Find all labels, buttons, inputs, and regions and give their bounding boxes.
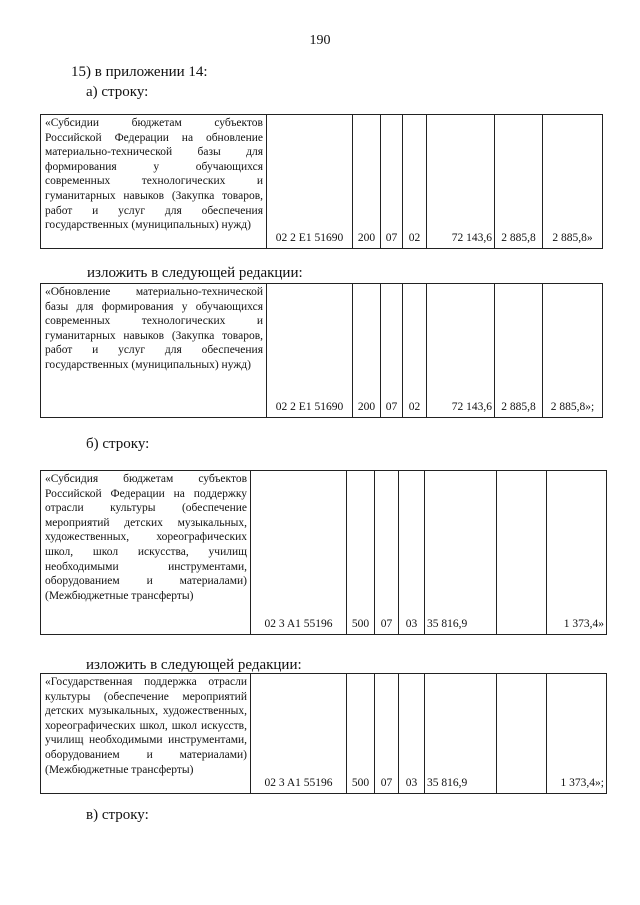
- section-code: 07: [381, 284, 403, 418]
- row-description: «Обновление материально-технической базы для формирования у обучающихся современных технологических и гуманитарных навыков (Закупка товаров, работ и услуг для обеспечения государственных (муниципальных) нужд): [41, 284, 267, 418]
- subsection-code: 02: [403, 115, 427, 249]
- amount-year-2: 2 885,8: [495, 115, 543, 249]
- target-article-code: 02 2 E1 51690: [267, 115, 353, 249]
- amount-year-3: 2 885,8»;: [543, 284, 603, 418]
- replace-label-a: изложить в следующей редакции:: [87, 265, 303, 281]
- amount-year-3: 1 373,4»: [547, 471, 607, 635]
- subsection-a-heading: а) строку:: [86, 84, 149, 100]
- subsection-code: 02: [403, 284, 427, 418]
- expense-type-code: 500: [347, 471, 375, 635]
- amount-year-3: 2 885,8»: [543, 115, 603, 249]
- target-article-code: 02 3 A1 55196: [251, 674, 347, 794]
- section-title: 15) в приложении 14:: [71, 64, 208, 80]
- subsection-code: 03: [399, 471, 425, 635]
- table-row-a-old: [40, 114, 603, 249]
- table-row-a-new: [40, 283, 603, 418]
- subsection-v-heading: в) строку:: [86, 807, 149, 823]
- subsection-code: 03: [399, 674, 425, 794]
- section-code: 07: [381, 115, 403, 249]
- replace-label-b: изложить в следующей редакции:: [86, 657, 302, 673]
- amount-year-2: 2 885,8: [495, 284, 543, 418]
- table-row-b-old: [40, 470, 607, 635]
- amount-year-2: [497, 674, 547, 794]
- page-number: 190: [309, 33, 331, 48]
- section-code: 07: [375, 674, 399, 794]
- expense-type-code: 200: [353, 115, 381, 249]
- amount-year-1: 72 143,6: [427, 115, 495, 249]
- target-article-code: 02 2 E1 51690: [267, 284, 353, 418]
- subsection-b-heading: б) строку:: [86, 436, 150, 452]
- amount-year-1: 35 816,9: [425, 674, 497, 794]
- row-description: «Государственная поддержка отрасли культуры (обеспечение мероприятий детских музыкальных, художественных, хореографических школ, школ искусств, училищ необходимыми инструментами, оборудованием и материалами) (Межбюджетные трансферты): [41, 674, 251, 794]
- amount-year-2: [497, 471, 547, 635]
- table-row-b-new: [40, 673, 607, 794]
- amount-year-1: 72 143,6: [427, 284, 495, 418]
- amount-year-3: 1 373,4»;: [547, 674, 607, 794]
- expense-type-code: 200: [353, 284, 381, 418]
- amount-year-1: 35 816,9: [425, 471, 497, 635]
- section-code: 07: [375, 471, 399, 635]
- row-description: «Субсидии бюджетам субъектов Российской Федерации на обновление материально-технической базы для формирования у обучающихся современных технологических и гуманитарных навыков (Закупка товаров, работ и услуг для обеспечения государственных (муниципальных) нужд): [41, 115, 267, 249]
- expense-type-code: 500: [347, 674, 375, 794]
- row-description: «Субсидия бюджетам субъектов Российской Федерации на поддержку отрасли культуры (обеспечение мероприятий детских музыкальных, художественных, хореографических школ, школ искусства, училищ необходимыми инструментами, оборудованием и материалами) (Межбюджетные трансферты): [41, 471, 251, 635]
- target-article-code: 02 3 A1 55196: [251, 471, 347, 635]
